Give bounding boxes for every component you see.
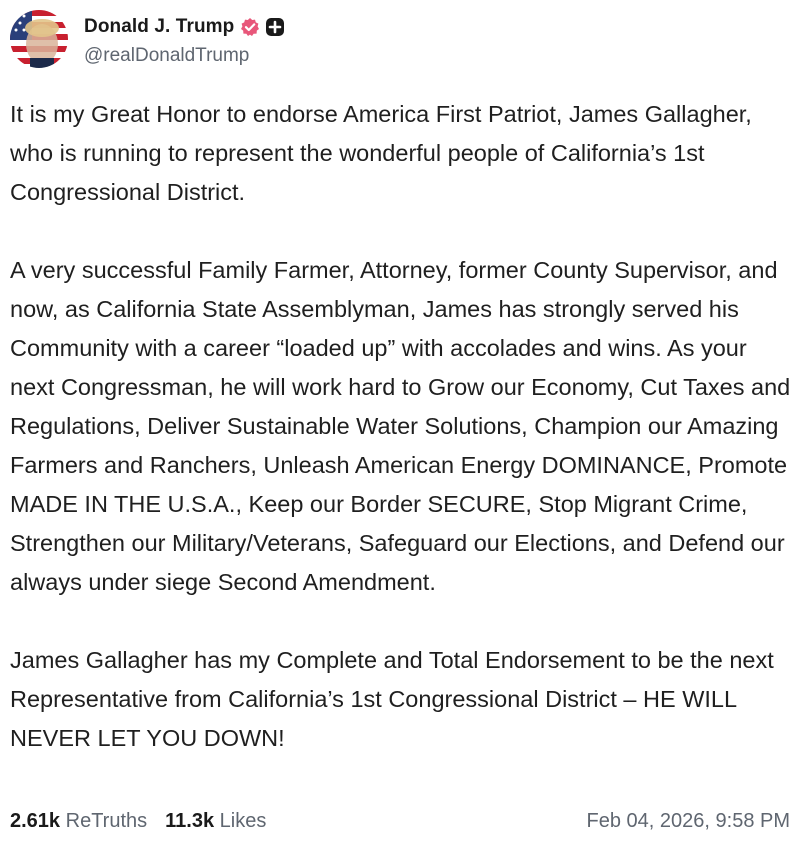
post-body <box>10 95 795 758</box>
plus-badge-icon <box>265 17 285 37</box>
retruths-count: 2.61k <box>10 810 61 832</box>
retruths-stat[interactable] <box>10 810 147 833</box>
post-paragraph: James Gallagher has my Complete and Total Endorsement to be the next Representative from California’s 1st Congressional District – HE WILL NEVER LET YOU DOWN! <box>10 647 774 751</box>
likes-count: 11.3k <box>165 810 215 832</box>
post-paragraph: A very successful Family Farmer, Attorney, former County Supervisor, and now, as California State Assemblyman, James has strongly served his Community with a career “loaded up” with accolades and wins. As your next Congressman, he will work hard to Grow our Economy, Cut Taxes and Regulations, Deliver Sustainable Water Solutions, Champion our Amazing Farmers and Ranchers, Unleash American Energy DOMINANCE, Promote MADE IN THE U.S.A., Keep our Border SECURE, Stop Migrant Crime, Strengthen our Military/Veterans, Safeguard our Elections, and Defend our always under siege Second Amendment. <box>10 257 791 595</box>
post-footer <box>10 810 790 833</box>
post-header <box>10 10 285 68</box>
profile-avatar-icon[interactable] <box>10 10 68 68</box>
post-timestamp[interactable]: Feb 04, 2026, 9:58 PM <box>586 810 790 832</box>
likes-stat[interactable] <box>165 810 266 833</box>
author-display-name[interactable]: Donald J. Trump <box>84 16 235 37</box>
author-name-row <box>84 14 285 40</box>
post-paragraph: It is my Great Honor to endorse America First Patriot, James Gallagher, who is running to represent the wonderful people of California’s 1st Congressional District. <box>10 101 752 205</box>
retruths-label: ReTruths <box>65 810 148 832</box>
likes-label: Likes <box>219 810 267 832</box>
author-info <box>84 10 285 67</box>
verified-badge-icon <box>240 17 260 37</box>
author-handle[interactable]: @realDonaldTrump <box>84 45 250 66</box>
